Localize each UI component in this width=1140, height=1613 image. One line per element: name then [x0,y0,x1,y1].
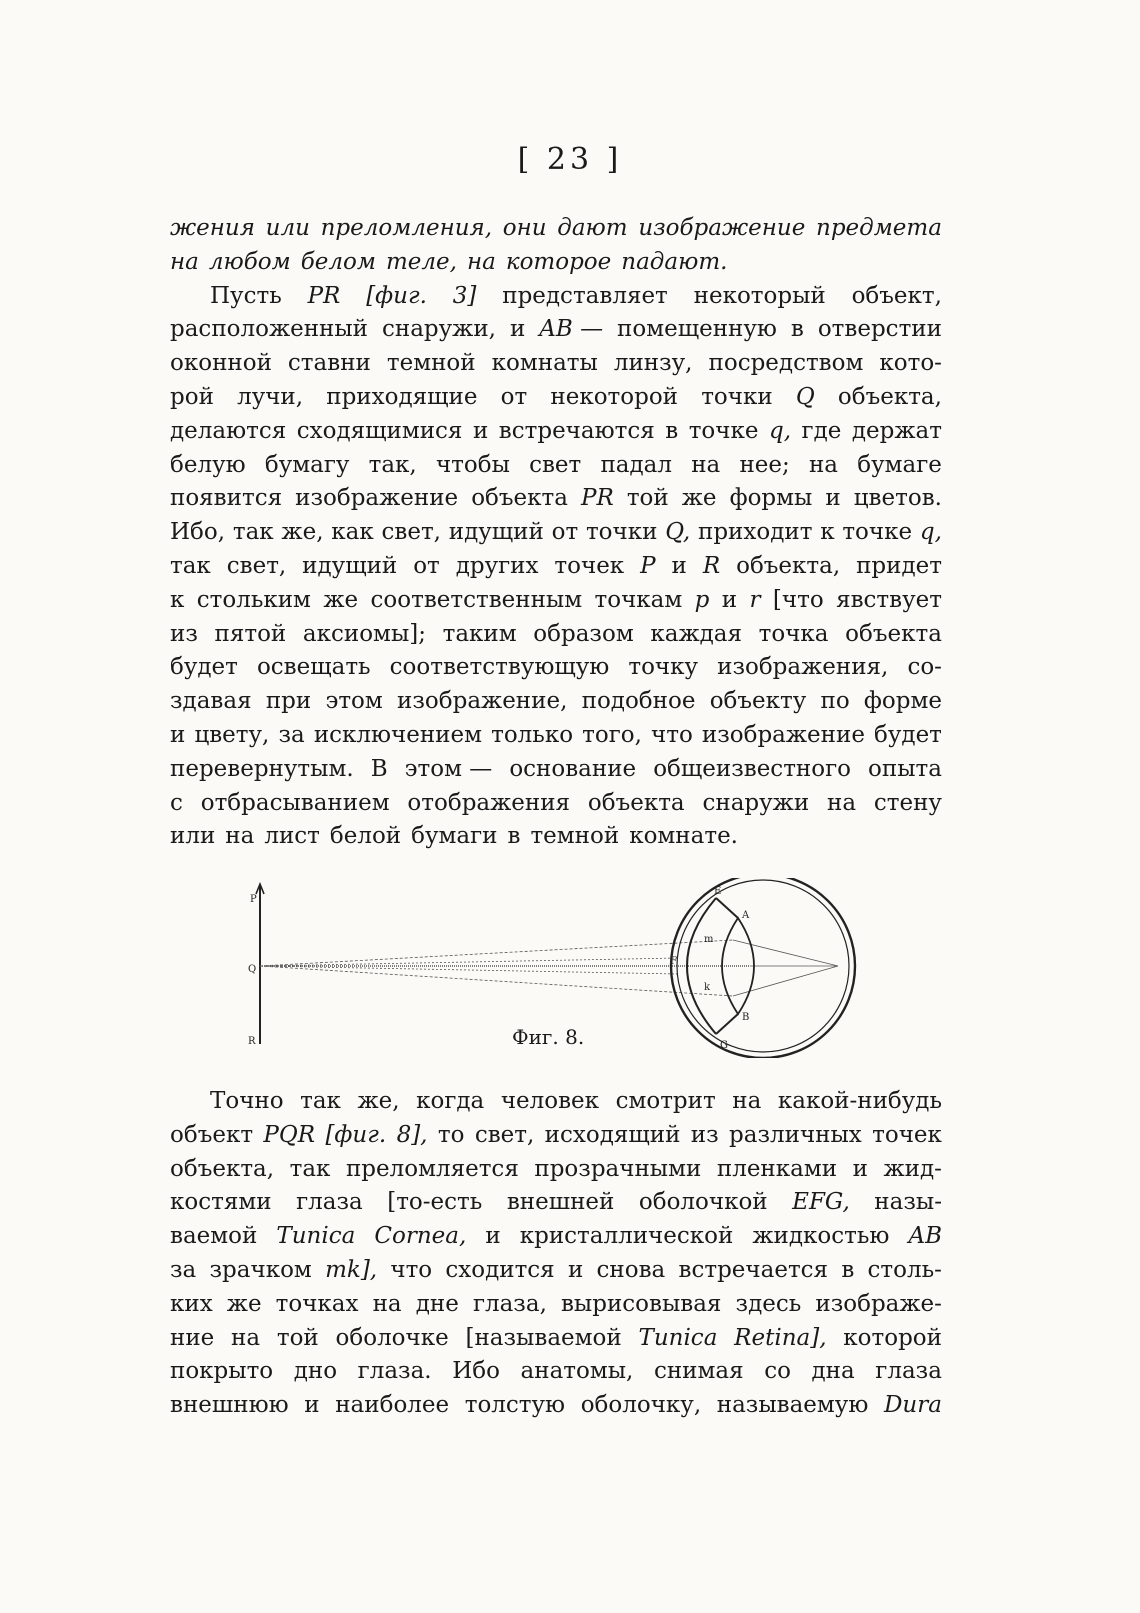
text-line [170,685,942,719]
text-line [170,1119,942,1153]
word: изображе- [815,1290,942,1317]
word: оболочку, [580,1392,702,1419]
text-line [170,787,942,821]
word: же [226,1290,262,1317]
word: бумаге [857,451,942,478]
word: покрыто [170,1358,274,1385]
word: и [567,1256,584,1283]
iris-lower [716,1014,738,1034]
text-line [170,618,942,652]
word: исходящий [544,1121,681,1148]
word: [то-есть [387,1189,483,1216]
word: той [276,1324,319,1351]
word: Q, [665,519,691,546]
word: комнате. [629,823,738,850]
word: как [331,519,374,546]
word: будет [874,721,942,748]
word: точек [872,1121,942,1148]
word: прозрачными [534,1155,702,1182]
word: этом [325,688,383,715]
word: преломления, [320,215,493,241]
word: таким [442,620,517,647]
word: нее; [739,451,790,478]
word: PR [307,282,341,309]
word: объект, [851,282,942,309]
word: этом — [404,755,493,782]
word: от [500,383,528,410]
word: PQR [263,1121,316,1148]
word: [фиг. [325,1121,387,1148]
word: то [437,1121,465,1148]
word: оболочкой [638,1189,768,1216]
word: в [665,417,679,444]
word: кото- [879,350,942,377]
label-q: Q [248,964,257,975]
word: темной [386,350,476,377]
text-line [170,584,942,618]
word: расположенный [170,316,369,343]
word: только [491,721,574,748]
word: так, [368,451,417,478]
word: зрачком [209,1256,312,1283]
word: точки [701,383,773,410]
text-block-bottom [170,1085,942,1423]
word: на [732,1088,762,1114]
word: чтобы [435,451,510,478]
word: стольким [196,586,311,613]
eyeball-outer [671,878,855,1058]
word: на [225,823,255,850]
word: назы- [874,1189,942,1216]
word: Пусть [210,282,282,309]
word: изображение [701,721,865,748]
word: объекта, [170,1155,275,1182]
label-k: k [704,982,711,993]
word: стену [873,789,942,816]
word: пленками [716,1155,838,1182]
word: кристаллической [519,1223,734,1250]
word: и [509,316,526,343]
label-r: R [248,1036,256,1047]
word: жидкостью [752,1223,890,1250]
word: на [466,248,496,275]
word: общеизвестного [653,755,851,782]
word: соответственным [370,586,583,613]
word: вырисовывая [560,1290,722,1317]
label-b: B [742,1012,750,1023]
word: или [265,215,310,241]
word: от [413,552,440,579]
text-line [170,482,942,516]
word: идущий [302,552,398,579]
text-line [170,415,942,449]
word: AB — [539,316,604,343]
word: толстую [464,1392,566,1419]
word: наиболее [335,1392,450,1419]
word: дно [293,1358,338,1385]
word: ких [170,1290,213,1317]
label-e: E [714,886,722,897]
word: некоторой [550,383,679,410]
word: точках [275,1290,359,1317]
text-line [170,1254,942,1288]
word: ставни [287,350,371,377]
word: объекту [709,688,807,715]
text-line [170,347,942,381]
word: 8], [396,1121,428,1148]
word: формы [729,485,813,512]
word: изображение, [397,688,568,715]
word: В [370,755,388,782]
word: встречаются [498,417,655,444]
word: глаза [296,1189,363,1216]
word: они [502,215,547,241]
word: появится [170,485,283,512]
word: Cornea, [374,1223,467,1250]
word: на [808,451,839,478]
word: Tunica [276,1223,356,1250]
word: держат [851,417,942,444]
word: и [721,586,738,613]
word: свет, [474,1121,535,1148]
word: в [507,823,521,850]
word: глаза. [357,1358,432,1385]
word: дают [557,215,628,241]
word: перевернутым. [170,755,354,782]
word: встречается [678,1256,829,1283]
word: теле, [385,248,457,275]
word: изображение [295,485,459,512]
word: объекта, [736,552,841,579]
iris-upper [716,898,738,918]
word: ние [170,1324,215,1351]
word: основание [509,755,637,782]
text-block-top [170,212,942,854]
word: так [232,519,274,546]
word: объект [170,1121,254,1148]
text-line [170,280,942,314]
text-line [170,1322,942,1356]
word: представляет [502,282,668,309]
word: оконной [170,350,272,377]
word: глаза [875,1358,942,1385]
word: сходится [445,1256,555,1283]
word: других [455,552,539,579]
word: Точно [210,1088,284,1114]
word: пятой [214,620,287,647]
word: соответствующую [389,654,610,681]
word: предмета [816,215,942,241]
word: опыта [868,755,942,782]
word: и [825,485,841,512]
text-line [170,1288,942,1322]
label-f: F [670,956,677,967]
word: изображения, [717,654,889,681]
word: костями [170,1189,272,1216]
text-line [170,449,942,483]
word: освещать [256,654,371,681]
word: Q [795,383,815,410]
word: линзу, [613,350,693,377]
word: цветов. [853,485,942,512]
word: посредством [708,350,864,377]
word: некоторый [693,282,826,309]
word: Ибо, [170,519,226,546]
word: будет [170,654,238,681]
word: в [841,1256,855,1283]
word: из [690,1121,719,1148]
word: из [170,620,198,647]
word: образом [533,620,634,647]
word: при [265,688,312,715]
text-line [170,381,942,415]
word: идущий [448,519,544,546]
word: которой [843,1324,942,1351]
word: к [170,586,185,613]
word: лучи, [237,383,304,410]
word: форме [863,688,942,715]
word: PR [581,485,614,512]
word: p [694,586,710,613]
word: белом [300,248,376,275]
word: белую [170,451,246,478]
word: лист [264,823,320,850]
word: того, [582,721,642,748]
text-line [170,1085,942,1119]
word: исключением [313,721,483,748]
word: за [278,721,305,748]
word: 3] [452,282,477,309]
word: здесь [735,1290,802,1317]
word: точкам [594,586,683,613]
ray-mid-upper [260,958,678,966]
label-g: G [720,1040,728,1051]
text-line [170,753,942,787]
word: подобное [581,688,696,715]
word: за [170,1256,197,1283]
word: аксиомы]; [302,620,426,647]
word: той [626,485,669,512]
word: так [170,552,211,579]
word: же, [357,1088,400,1114]
word: падал [600,451,672,478]
word: отверстии [817,316,942,343]
word: изображение [638,215,806,241]
word: R [702,552,721,579]
word: q, [768,417,792,444]
word: на [231,1324,261,1351]
word: каждая [650,620,742,647]
word: же [681,485,717,512]
word: [что [772,586,824,613]
word: Ибо [452,1358,500,1385]
word: [называемой [465,1324,622,1351]
word: точка [758,620,829,647]
word: называемую [716,1392,869,1419]
text-line [170,651,942,685]
word: бумаги [411,823,498,850]
word: AB [908,1223,942,1250]
word: же [323,586,359,613]
word: r [749,586,761,613]
word: к [820,519,835,546]
word: дна [811,1358,855,1385]
word: внешней [506,1189,615,1216]
word: дне [415,1290,459,1317]
label-a: A [742,910,750,921]
word: комнаты [491,350,598,377]
word: снимая [653,1358,744,1385]
word: глаза, [472,1290,547,1317]
word: отбрасыванием [200,789,390,816]
word: и [852,1155,868,1182]
text-line [170,516,942,550]
word: явствует [836,586,942,613]
word: или [170,823,216,850]
text-line [170,550,942,584]
ray-upper [260,940,733,966]
text-line [170,1389,942,1423]
word: от [551,519,579,546]
word: белой [329,823,402,850]
ray-converge-upper [733,940,838,966]
word: преломляется [345,1155,519,1182]
word: свет [529,451,582,478]
word: со- [907,654,942,681]
word: различных [729,1121,862,1148]
word: же, [281,519,324,546]
word: жид- [883,1155,942,1182]
word: смотрит [615,1088,716,1114]
word: с [170,789,183,816]
word: Tunica [638,1324,718,1351]
text-line [170,719,942,753]
word: здавая [170,688,252,715]
word: [фиг. [366,282,427,309]
text-line [170,246,942,280]
word: точку [628,654,699,681]
word: точке [842,519,913,546]
word: P [640,552,656,579]
word: снаружи [702,789,810,816]
word: снова [596,1256,666,1283]
word: какой-нибудь [777,1088,942,1114]
word: падают. [621,248,728,275]
word: оболочке [335,1324,449,1351]
word: бумагу [264,451,350,478]
word: человек [500,1088,600,1114]
word: сходящимися [296,417,463,444]
word: объекта [587,789,685,816]
word: точек [554,552,625,579]
word: mk], [325,1256,378,1283]
text-line [170,1153,942,1187]
word: цвету, [194,721,270,748]
word: любом [208,248,291,275]
word: и [170,721,186,748]
word: что [651,721,693,748]
word: помещенную [617,316,777,343]
word: объекта [471,485,568,512]
word: и [485,1223,501,1250]
word: жения [170,215,255,241]
word: анатомы, [520,1358,634,1385]
word: придет [856,552,942,579]
word: и [472,417,489,444]
label-m: m [704,934,714,945]
word: Dura [883,1392,942,1419]
word: приходит [698,519,813,546]
word: когда [416,1088,485,1114]
word: которое [505,248,612,275]
word: внешнюю [170,1392,289,1419]
word: Retina], [734,1324,827,1351]
word: точке [688,417,759,444]
word: и [671,552,687,579]
word: на [826,789,857,816]
label-p: P [250,894,257,905]
word: в [790,316,804,343]
word: где [801,417,842,444]
figure-caption: Фиг. 8. [512,1025,585,1049]
word: так [289,1155,331,1182]
text-line [170,212,942,246]
word: снаружи, [381,316,496,343]
word: темной [530,823,620,850]
text-line [170,820,942,854]
word: на [372,1290,402,1317]
word: столь- [867,1256,942,1283]
word: по [820,688,850,715]
word: q, [919,519,942,546]
word: что [390,1256,433,1283]
text-line [170,313,942,347]
word: отображения [407,789,571,816]
word: приходящие [326,383,478,410]
word: свет, [381,519,441,546]
word: объекта, [837,383,942,410]
word: на [170,248,199,275]
word: так [300,1088,341,1114]
word: ваемой [170,1223,258,1250]
word: и [304,1392,320,1419]
word: со [764,1358,791,1385]
word: объекта [845,620,942,647]
page-number: [ 23 ] [517,142,623,177]
text-line [170,1220,942,1254]
word: на [691,451,721,478]
word: рой [170,383,214,410]
word: делаются [170,417,287,444]
word: точки [585,519,658,546]
text-line [170,1355,942,1389]
word: EFG, [792,1189,850,1216]
text-line [170,1186,942,1220]
word: свет, [226,552,287,579]
